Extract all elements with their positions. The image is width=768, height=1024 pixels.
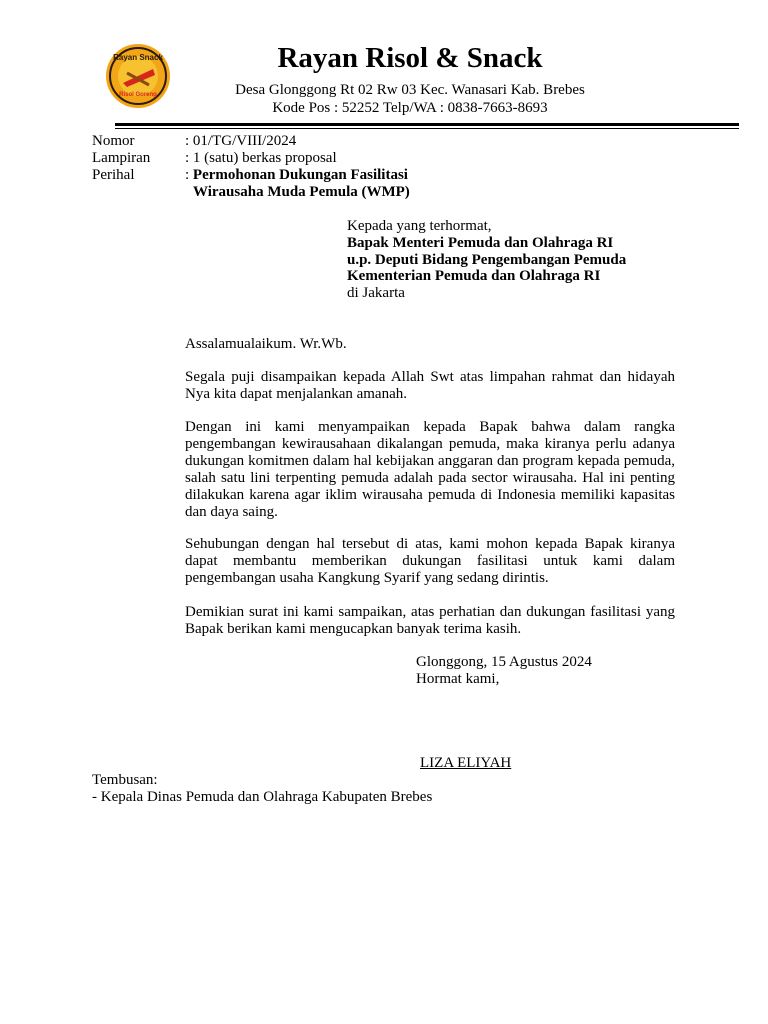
nomor-label: Nomor bbox=[92, 133, 135, 149]
perihal-text-1: Permohonan Dukungan Fasilitasi bbox=[192, 167, 408, 183]
tembusan-item-1: - Kepala Dinas Pemuda dan Olahraga Kabupaten Brebes bbox=[92, 789, 433, 805]
perihal-colon: : bbox=[185, 167, 193, 183]
recipient-line-4: di Jakarta bbox=[347, 285, 405, 301]
company-name: Rayan Risol & Snack bbox=[277, 42, 543, 74]
logo-text-top: Rayan Snack bbox=[113, 53, 163, 62]
salam: Assalamualaikum. Wr.Wb. bbox=[185, 336, 347, 352]
letterhead-rule-thick bbox=[115, 123, 739, 126]
paragraph-4: Demikian surat ini kami sampaikan, atas perhatian dan dukungan fasilitasi yang Bapak berikan kami mengucapkan banyak terima kasih. bbox=[185, 604, 675, 637]
perihal-label: Perihal bbox=[92, 167, 135, 183]
paragraph-1: Segala puji disampaikan kepada Allah Swt atas limpahan rahmat dan hidayah Nya kita dapat menjalankan amanah. bbox=[185, 369, 675, 402]
nomor-value: : 01/TG/VIII/2024 bbox=[185, 133, 297, 149]
lampiran-value: : 1 (satu) berkas proposal bbox=[185, 150, 337, 166]
signer-name: LIZA ELIYAH bbox=[420, 755, 512, 771]
perihal-value-1 bbox=[185, 167, 408, 184]
recipient-line-1: Bapak Menteri Pemuda dan Olahraga RI bbox=[347, 235, 614, 251]
paragraph-3: Sehubungan dengan hal tersebut di atas, kami mohon kepada Bapak kiranya dapat membantu memberikan dukungan fasilitasi untuk kami dalam pengembangan usaha Kangkung Syarif yang sedang dirintis. bbox=[185, 536, 675, 586]
perihal-value-2: Wirausaha Muda Pemula (WMP) bbox=[193, 184, 410, 200]
recipient-greeting: Kepada yang terhormat, bbox=[347, 218, 492, 234]
logo-text-bottom: Risol Goreng bbox=[119, 92, 157, 98]
recipient-line-2: u.p. Deputi Bidang Pengembangan Pemuda bbox=[347, 252, 627, 268]
lampiran-label: Lampiran bbox=[92, 150, 151, 166]
place-date: Glonggong, 15 Agustus 2024 bbox=[416, 654, 592, 670]
regards: Hormat kami, bbox=[416, 671, 500, 687]
address-line-2: Kode Pos : 52252 Telp/WA : 0838-7663-8693 bbox=[272, 100, 548, 116]
letterhead-rule-thin bbox=[115, 128, 739, 129]
tembusan-label: Tembusan: bbox=[92, 772, 158, 788]
paragraph-2: Dengan ini kami menyampaikan kepada Bapak bahwa dalam rangka pengembangan kewirausahaan dikalangan pemuda, maka kiranya perlu adanya dukungan komitmen dalam hal kebijakan anggaran dan program kepada pemuda, salah satu lini terpenting pemuda adalah pada sector wirausaha. Hal ini penting dilakukan karena agar iklim wirausaha pemuda di Indonesia memiliki kapasitas dan daya saing. bbox=[185, 419, 675, 520]
address-line-1: Desa Glonggong Rt 02 Rw 03 Kec. Wanasari Kab. Brebes bbox=[235, 82, 585, 98]
recipient-line-3: Kementerian Pemuda dan Olahraga RI bbox=[347, 268, 601, 284]
